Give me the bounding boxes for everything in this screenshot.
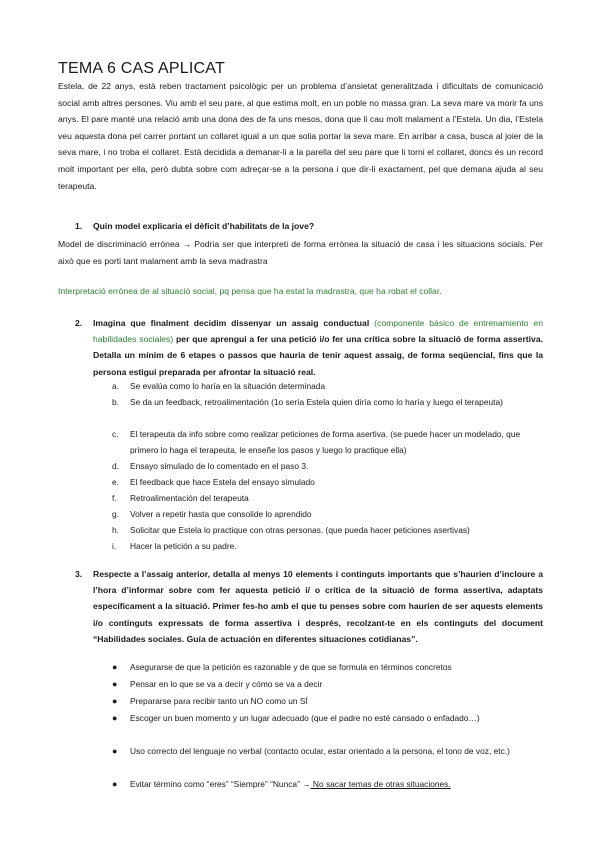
step-text: Ensayo simulado de lo comentado en el paso 3.: [130, 461, 309, 471]
step-label: h.: [112, 525, 119, 535]
question-1-number: 1.: [75, 221, 83, 231]
step-text: El terapeuta da info sobre como realizar peticiones de forma asertiva. (se puede hacer un modelado, que primero lo haga el terapeuta, le enseñe los pasos y luego lo practique ella): [130, 429, 521, 456]
bullet-dot-icon: ●: [112, 746, 118, 756]
bullet-dot-icon: ●: [112, 696, 118, 706]
step-label: c.: [112, 429, 119, 439]
bullet-text: [130, 776, 550, 792]
step-text: Se da un feedback, retroalimentación (1o sería Estela quien diría como lo haría y luego el terapeuta): [130, 397, 503, 407]
question-3-text: Respecte a l’assaig anterior, detalla al menys 10 elements i continguts importants que s’haurien d’incloure a l’hora d’informar sobre com fer aquesta petició i/ o crítica de la situació de forma assertiva, adaptats específicament a la situació. Primer fes-ho amb el que tu penses sobre com haurien de ser aquests elements i/o continguts expressats de forma assertiva i després, recolzant-te en els continguts del document “Habilidades sociales. Guía de actuación en diferentes situaciones cotidianas”.: [93, 569, 543, 644]
question-2-rest: per que aprengui a fer una petició i/o fer una crítica sobre la situació de forma assertiva. Detalla un mínim de 6 etapes o passos que hauria de tenir aquest assaig, de forma seqüencial, fins que la persona estigui preparada per afrontar la situació real.: [93, 334, 544, 377]
question-2-text: [93, 315, 543, 380]
step-text: Volver a repetir hasta que consolide lo aprendido: [130, 509, 312, 519]
bullet-text-underlined: No sacar temas de otras situaciones.: [310, 779, 451, 789]
bullet-text: Prepararse para recibir tanto un NO como un SÍ: [130, 696, 308, 706]
bullet-dot-icon: ●: [112, 679, 118, 689]
question-2-main: Imagina que finalment decidim dissenyar un assaig conductual: [93, 318, 370, 328]
step-label: g.: [112, 509, 119, 519]
case-description: Estela, de 22 anys, està reben tractament psicològic per un problema d’ansietat generalitzada i dificultats de comunicació social amb altres persones. Viu amb el seu pare, al que estima molt, en un poble no massa gran. La seva mare va morir fa uns anys. El pare manté una relació amb una dona des de fa uns mesos, dona que li cau molt malament a l’Estela. Un dia, l’Estela veu aquesta dona pel carrer portant un collaret igual a un que solia portar la seva mare. En arribar a casa, busca al joier de la seva mare, i no troba el collaret. Està decidida a demanar-li a la parella del seu pare que li torni el collaret, doncs és un record molt important per ella, però dubta sobre com adreçar-se a la persona i que dir-li exactament, pel que demana ajuda al seu terapeuta.: [58, 81, 543, 191]
step-label: e.: [112, 477, 119, 487]
step-text: Se evalúa como lo haría en la situación determinada: [130, 381, 326, 391]
step-label: b.: [112, 397, 119, 407]
bullet-dot-icon: ●: [112, 662, 118, 672]
question-2-annotation: (componente básico de entrenamiento en habilidades sociales): [93, 318, 543, 345]
step-label: i.: [112, 541, 117, 551]
step-text: El feedback que hace Estela del ensayo simulado: [130, 477, 315, 487]
bullet-text: Asegurarse de que la petición es razonable y de que se formula en términos concretos: [130, 662, 452, 672]
bullet-dot-icon: ●: [112, 779, 118, 789]
question-3-number: 3.: [75, 569, 83, 579]
bullet-text: Uso correcto del lenguaje no verbal (contacto ocular, estar orientado a la persona, el tono de voz, etc.): [130, 746, 510, 756]
bullet-text-main: Evitar término como “eres” “Siempre” “Nunca” →: [130, 779, 311, 789]
step-text: Retroalimentación del terapeuta: [130, 493, 249, 503]
question-1-text: Quin model explicaria el dèficit d’habilitats de la jove?: [93, 221, 315, 231]
bullet-text: Pensar en lo que se va a decir y cómo se va a decir: [130, 679, 323, 689]
question-1-answer: Model de discriminació errònea → Podria ser que interpreti de forma errònea la situació de casa i les situacions socials. Per això que es porti tant malament amb la seva madrastra: [58, 239, 543, 266]
question-2-number: 2.: [75, 318, 83, 328]
step-text: Solicitar que Estela lo practique con otras personas. (que pueda hacer peticiones asertivas): [130, 525, 470, 535]
step-label: a.: [112, 381, 119, 391]
step-label: d.: [112, 461, 119, 471]
question-1-note: Interpretació errònea de al situació social, pq pensa que ha estat la madrastra, que ha robat el collar.: [58, 286, 442, 296]
bullet-dot-icon: ●: [112, 713, 118, 723]
page-title: TEMA 6 CAS APLICAT: [58, 60, 225, 77]
step-label: f.: [112, 493, 117, 503]
bullet-text: Escoger un buen momento y un lugar adecuado (que el padre no esté cansado o enfadado…): [130, 713, 480, 723]
step-text: Hacer la petición a su padre.: [130, 541, 237, 551]
